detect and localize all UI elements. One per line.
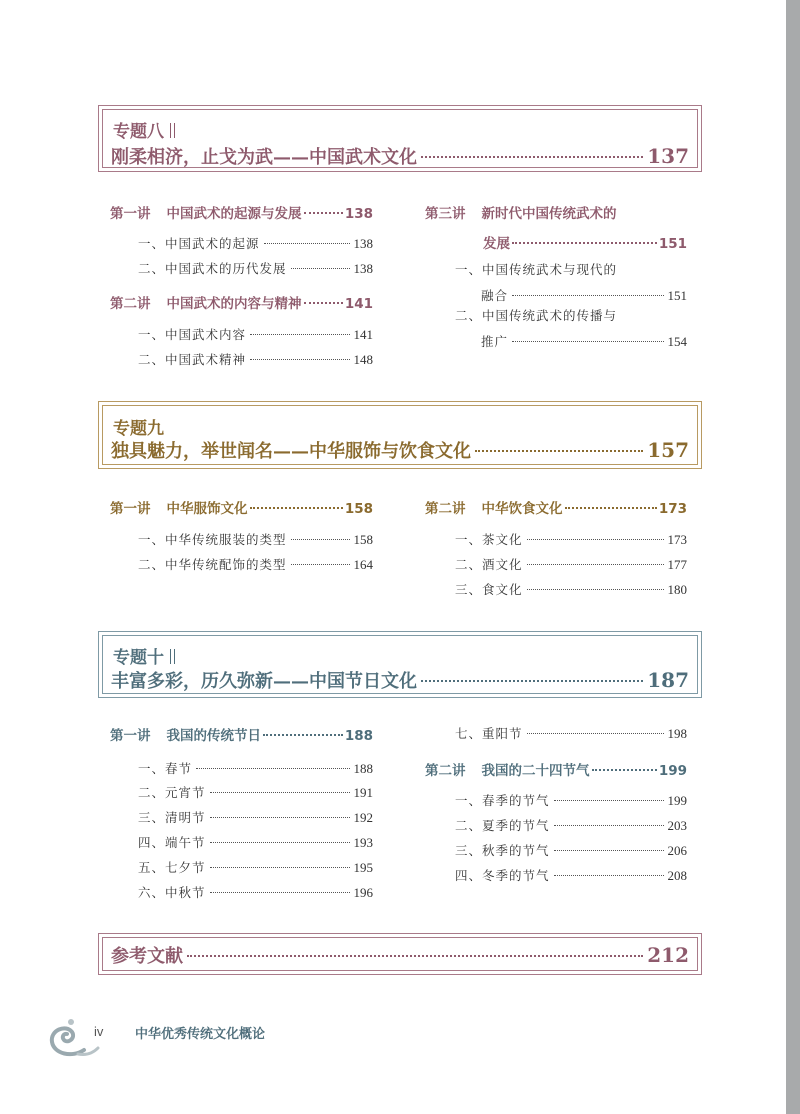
entry-title: 二、中华传统配饰的类型: [138, 557, 287, 572]
lecture-page: 138: [344, 206, 373, 222]
entry-page: 195: [353, 860, 373, 875]
toc-entry[interactable]: [455, 841, 687, 859]
dot-leader: [421, 680, 643, 682]
entry-page: 191: [353, 785, 373, 800]
toc-lecture-8-3[interactable]: [425, 202, 687, 252]
entry-title: 三、清明节: [138, 810, 206, 825]
toc-entry[interactable]: [138, 234, 373, 252]
toc-lecture-8-2[interactable]: [110, 292, 373, 312]
entry-title: 七、重阳节: [455, 726, 523, 741]
references-box[interactable]: [98, 933, 702, 975]
entry-page: 208: [667, 868, 687, 883]
dot-leader: [250, 359, 349, 360]
topic-9-page: 157: [647, 438, 689, 462]
dot-leader: [554, 825, 664, 826]
lecture-title-cont: 发展: [483, 236, 510, 252]
lecture-title: 中国武术的内容与精神: [166, 296, 302, 312]
entry-page: 173: [667, 532, 687, 547]
entry-title: 六、中秋节: [138, 885, 206, 900]
toc-lecture-8-1[interactable]: [110, 202, 373, 222]
topic-10-page: 187: [647, 668, 689, 692]
toc-entry[interactable]: [455, 306, 687, 350]
page-number: iv: [94, 1024, 104, 1039]
toc-entry[interactable]: [138, 759, 373, 777]
lecture-label: 第一讲: [110, 206, 151, 222]
book-title: 中华优秀传统文化概论: [135, 1027, 266, 1042]
references-line[interactable]: [111, 942, 689, 968]
dot-leader: [512, 295, 663, 296]
lecture-page: 173: [658, 501, 687, 517]
toc-entry[interactable]: [455, 866, 687, 884]
dot-leader: [210, 817, 350, 818]
dot-leader: [512, 341, 663, 342]
references-page: 212: [647, 943, 689, 967]
toc-lecture-10-2[interactable]: [425, 759, 687, 779]
entry-title: 一、中华传统服装的类型: [138, 532, 287, 547]
dot-leader: [264, 243, 350, 244]
entry-title-cont: 推广: [481, 334, 509, 349]
dot-leader: [527, 733, 664, 734]
lecture-label: 第二讲: [425, 763, 466, 779]
entry-title: 二、中国武术精神: [138, 352, 247, 367]
entry-page: 158: [353, 532, 373, 547]
topic-10-title: 丰富多彩，历久弥新——中国节日文化: [111, 671, 417, 692]
dot-leader: [304, 212, 343, 214]
topic-8-box[interactable]: [98, 105, 702, 172]
lecture-label: 第二讲: [110, 296, 151, 312]
lecture-page: 199: [658, 763, 687, 779]
entry-page: 138: [353, 236, 373, 251]
entry-title: 二、夏季的节气: [455, 818, 550, 833]
dot-leader: [592, 769, 657, 771]
dot-leader: [291, 268, 350, 269]
dot-leader: [554, 800, 664, 801]
toc-entry[interactable]: [455, 530, 687, 548]
topic-8-label: 专题八: [113, 117, 175, 142]
entry-page: 188: [353, 761, 373, 776]
entry-title: 二、元宵节: [138, 785, 206, 800]
lecture-label: 第一讲: [110, 728, 151, 744]
entry-page: 141: [353, 327, 373, 342]
topic-10-title-line[interactable]: [111, 667, 689, 693]
entry-page: 196: [353, 885, 373, 900]
entry-title: 一、中国武术内容: [138, 327, 247, 342]
toc-entry[interactable]: [138, 555, 373, 573]
entry-title: 三、食文化: [455, 582, 523, 597]
toc-entry[interactable]: [455, 260, 687, 304]
dot-leader: [210, 792, 350, 793]
entry-title: 二、中国传统武术的传播与: [455, 308, 618, 323]
lecture-title: 我国的传统节日: [166, 728, 261, 744]
toc-entry[interactable]: [455, 724, 687, 742]
divider-mark-icon: [170, 123, 175, 138]
entry-page: 138: [353, 261, 373, 276]
dot-leader: [554, 875, 664, 876]
entry-page: 154: [667, 334, 687, 349]
entry-title-cont: 融合: [481, 288, 509, 303]
toc-lecture-10-1[interactable]: [110, 724, 373, 744]
dot-leader: [421, 156, 643, 158]
lecture-title: 新时代中国传统武术的: [481, 206, 617, 222]
toc-entry[interactable]: [138, 883, 373, 901]
entry-page: 199: [667, 793, 687, 808]
entry-title: 二、酒文化: [455, 557, 523, 572]
topic-9-label: 专题九: [113, 419, 164, 439]
dot-leader: [210, 842, 350, 843]
lecture-title: 我国的二十四节气: [481, 763, 590, 779]
dot-leader: [187, 955, 643, 957]
dot-leader: [475, 450, 643, 452]
entry-title: 一、中国武术的起源: [138, 236, 260, 251]
toc-lecture-9-1[interactable]: [110, 497, 373, 517]
toc-entry[interactable]: [455, 816, 687, 834]
entry-page: 164: [353, 557, 373, 572]
dot-leader: [554, 850, 664, 851]
entry-page: 180: [667, 582, 687, 597]
topic-10-box[interactable]: [98, 631, 702, 698]
entry-title: 二、中国武术的历代发展: [138, 261, 287, 276]
entry-title: 一、春季的节气: [455, 793, 550, 808]
topic-9-title-line[interactable]: [111, 437, 689, 463]
dot-leader: [291, 564, 350, 565]
entry-title: 五、七夕节: [138, 860, 206, 875]
toc-entry[interactable]: [138, 808, 373, 826]
lecture-label: 第三讲: [425, 206, 466, 222]
dot-leader: [512, 242, 657, 244]
toc-entry[interactable]: [455, 580, 687, 598]
divider-mark-icon: [170, 649, 175, 664]
toc-entry[interactable]: [455, 791, 687, 809]
cloud-swirl-icon: [44, 1014, 100, 1062]
side-bar: [786, 0, 800, 1114]
entry-page: 148: [353, 352, 373, 367]
entry-title: 四、端午节: [138, 835, 206, 850]
lecture-page: 151: [658, 236, 687, 252]
dot-leader: [527, 539, 664, 540]
entry-title: 四、冬季的节气: [455, 868, 550, 883]
topic-9-title: 独具魅力，举世闻名——中华服饰与饮食文化: [111, 441, 471, 462]
toc-entry[interactable]: [138, 833, 373, 851]
entry-page: 192: [353, 810, 373, 825]
dot-leader: [263, 734, 343, 736]
dot-leader: [527, 589, 664, 590]
toc-entry[interactable]: [138, 325, 373, 343]
footer: [44, 1014, 444, 1064]
dot-leader: [250, 334, 349, 335]
entry-page: 151: [667, 288, 687, 303]
lecture-page: 141: [344, 296, 373, 312]
dot-leader: [196, 768, 349, 769]
toc-entry[interactable]: [138, 858, 373, 876]
lecture-title: 中国武术的起源与发展: [166, 206, 302, 222]
entry-page: 177: [667, 557, 687, 572]
dot-leader: [304, 302, 343, 304]
entry-title: 一、中国传统武术与现代的: [455, 262, 618, 277]
lecture-label: 第二讲: [425, 501, 466, 517]
entry-page: 198: [667, 726, 687, 741]
lecture-label: 第一讲: [110, 501, 151, 517]
lecture-title: 中华服饰文化: [166, 501, 248, 517]
entry-title: 一、茶文化: [455, 532, 523, 547]
toc-lecture-9-2[interactable]: [425, 497, 687, 517]
toc-entry[interactable]: [455, 555, 687, 573]
entry-title: 三、秋季的节气: [455, 843, 550, 858]
entry-title: 一、春节: [138, 761, 193, 776]
lecture-title: 中华饮食文化: [481, 501, 563, 517]
dot-leader: [210, 892, 350, 893]
topic-9-box[interactable]: [98, 401, 702, 469]
dot-leader: [527, 564, 664, 565]
entry-page: 203: [667, 818, 687, 833]
dot-leader: [565, 507, 657, 509]
dot-leader: [210, 867, 350, 868]
toc-entry[interactable]: [138, 350, 373, 368]
dot-leader: [250, 507, 343, 509]
lecture-page: 188: [344, 728, 373, 744]
topic-8-title-line[interactable]: [111, 143, 689, 169]
topic-8-page: 137: [647, 144, 689, 168]
dot-leader: [291, 539, 350, 540]
toc-entry[interactable]: [138, 259, 373, 277]
topic-8-title: 刚柔相济，止戈为武——中国武术文化: [111, 147, 417, 168]
toc-entry[interactable]: [138, 783, 373, 801]
entry-page: 193: [353, 835, 373, 850]
toc-entry[interactable]: [138, 530, 373, 548]
lecture-page: 158: [344, 501, 373, 517]
entry-page: 206: [667, 843, 687, 858]
topic-10-label: 专题十: [113, 643, 175, 668]
references-title: 参考文献: [111, 946, 183, 967]
